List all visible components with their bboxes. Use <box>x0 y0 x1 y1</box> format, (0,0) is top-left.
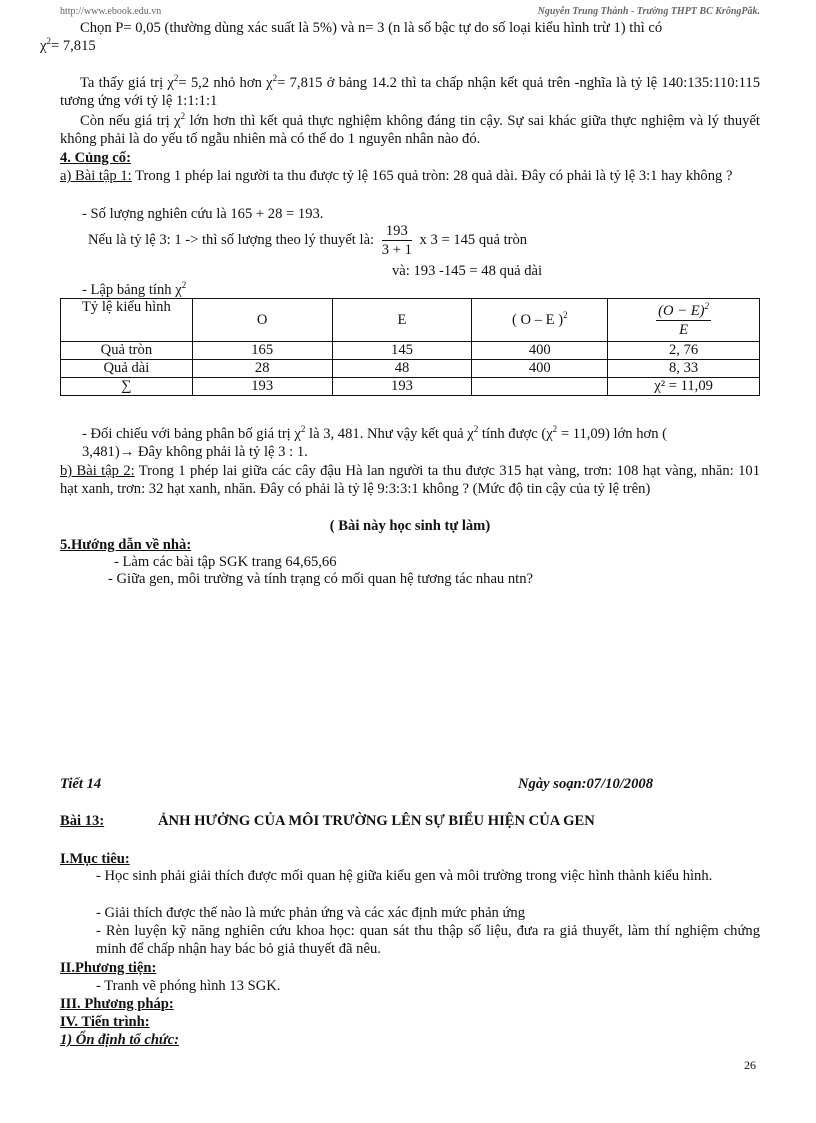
section-title-4: 4. Củng cố: <box>60 150 131 166</box>
goal-item: - Rèn luyện kỹ năng nghiên cứu khoa học: quan sát thu thập số liệu, đưa ra giả thuyết, làm thí nghiệm chứng minh để chấp nhận hay bác bỏ giả thuyết đã nêu. <box>96 923 760 957</box>
paragraph-reject: Còn nếu giá trị $\chi^2$ lớn hơn thì kết quả thực nghiệm không đáng tin cậy. Sự sai khác giữa thực nghiệm và lý thuyết không phải là do yếu tố ngẫu nhiên mà có thể do 1 nguyên nhân nào đó. <box>60 111 760 147</box>
exercise-1-theory: Nếu là tỷ lệ 3: 1 -> thì số lượng theo lý thuyết là: $\frac{193}{3 + 1}$ x 3 = 145 quả tròn <box>88 223 528 258</box>
table-row: Quả dài 28 48 400 8, 33 <box>61 360 760 378</box>
exercise-1-and: và: 193 -145 = 48 quả dài <box>392 263 543 279</box>
table-sum-row: ∑ 193 193 χ² = 11,09 <box>61 378 760 396</box>
paragraph-chi-choice: Chọn P= 0,05 (thường dùng xác suất là 5%) và n= 3 (n là số bậc tự do số loại kiểu hình trừ 1) thì có $\chi^2= 7,815$ <box>40 20 663 54</box>
means-title: II.Phương tiện: <box>60 960 157 976</box>
lesson-period: Tiết 14 <box>60 776 102 792</box>
exercise-2-note: ( Bài này học sinh tự làm) <box>329 518 491 534</box>
exercise-1-count: - Số lượng nghiên cứu là 165 + 28 = 193. <box>82 206 324 222</box>
means-item: - Tranh vẽ phóng hình 13 SGK. <box>96 978 281 994</box>
exercise-1: a) Bài tập 1: Trong 1 phép lai người ta thu được tỷ lệ 165 quả tròn: 28 quả dài. Đây có phải là tỷ lệ 3:1 hay không ? <box>60 168 733 184</box>
header-site: http://www.ebook.edu.vn <box>60 6 162 17</box>
chi-square-table <box>60 298 760 396</box>
lesson-number: Bài 13: <box>60 813 105 829</box>
method-title: III. Phương pháp: <box>60 996 174 1012</box>
table-header-cell: O <box>192 299 332 342</box>
section-title-5: 5.Hướng dẫn về nhà: <box>60 537 192 553</box>
homework-item: - Giữa gen, môi trường và tính trạng có mối quan hệ tương tác nhau ntn? <box>108 571 533 587</box>
homework-item: - Làm các bài tập SGK trang 64,65,66 <box>114 554 337 570</box>
table-header-cell: E <box>332 299 472 342</box>
goal-item: - Học sinh phải giải thích được mối quan hệ giữa kiểu gen và môi trường trong việc hình thành kiểu hình. <box>96 868 713 884</box>
lesson-title-row <box>60 812 760 830</box>
table-header-cell: ( O – E )$^2$ <box>472 299 608 342</box>
process-title: IV. Tiến trình: <box>60 1014 150 1030</box>
goal-item: - Giải thích được thế nào là mức phản ứng và các xác định mức phản ứng <box>96 905 525 921</box>
page-header <box>60 6 760 20</box>
table-intro: - Lập bảng tính $\chi^2$ <box>82 280 187 298</box>
compare-text: - Đối chiếu với bảng phân bố giá trị $\chi^2$ là 3, 481. Như vậy kết quả $\chi^2$ tính được $(\chi^2 = 11,09)$ lớn hơn ( 3,481)→ Đây không phải là tỷ lệ 3 : 1. <box>82 424 668 460</box>
table-row: Quả tròn 165 145 400 2, 76 <box>61 342 760 360</box>
fraction: $\frac{193}{3 + 1}$ <box>381 223 412 258</box>
table-header-cell: Tỷ lệ kiểu hình <box>61 299 193 342</box>
lesson-date: Ngày soạn:07/10/2008 <box>518 776 653 792</box>
table-header-cell: $\frac{(O - E)^2}{E}$ <box>608 299 760 342</box>
table-header-row <box>61 299 760 342</box>
paragraph-accept: Ta thấy giá trị $\chi^2= 5,2$ nhỏ hơn $\chi^2= 7,815$ ở bảng 14.2 thì ta chấp nhận kết quả trên -nghĩa là tỷ lệ 140:135:110:115 tương ứng với tỷ lệ 1:1:1:1 <box>60 73 760 109</box>
exercise-2: b) Bài tập 2: Trong 1 phép lai giữa các cây đậu Hà lan người ta thu được 315 hạt vàng, trơn: 108 hạt vàng, nhăn: 101 hạt xanh, trơn: 32 hạt xanh, nhăn. Đây có phải là tỷ lệ 9:3:3:1 không ? (Mức độ tin cậy của tỷ lệ trên) <box>60 463 760 497</box>
lesson-title: ẢNH HƯỞNG CỦA MÔI TRƯỜNG LÊN SỰ BIỂU HIỆN CỦA GEN <box>158 813 595 829</box>
org-title: 1) Ổn định tổ chức: <box>60 1032 180 1048</box>
goals-title: I.Mục tiêu: <box>60 851 130 867</box>
page-number: 26 <box>744 1058 756 1072</box>
header-author: Nguyễn Trung Thành - Trường THPT BC KrôngPăk. <box>537 6 760 17</box>
